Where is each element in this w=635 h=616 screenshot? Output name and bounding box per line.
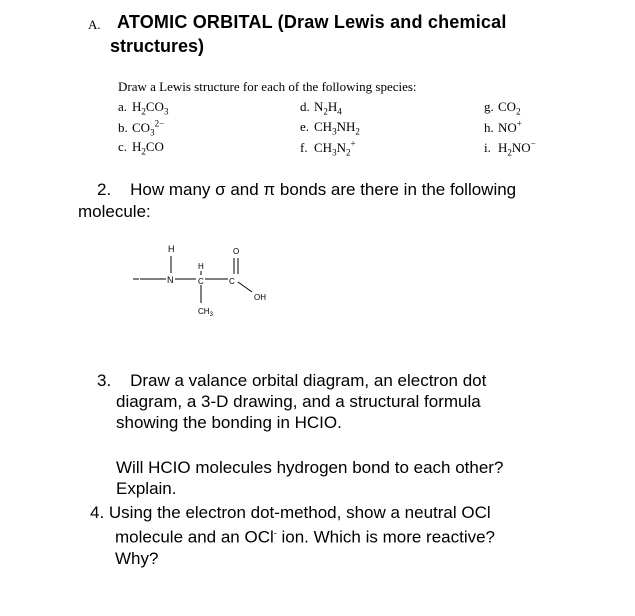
q3-line3: showing the bonding in HCIO. <box>116 413 342 432</box>
species-label: a. <box>118 99 128 114</box>
species-f <box>300 139 356 158</box>
q2-line2: molecule: <box>78 202 151 221</box>
molecule-diagram <box>130 240 290 330</box>
section-title-line2: structures) <box>110 36 205 56</box>
species-label: e. <box>300 119 310 134</box>
species-b <box>118 119 164 138</box>
atom-n: N <box>167 275 174 285</box>
species-g <box>484 99 521 117</box>
species-formula: $H_2CO_3$ <box>132 99 169 117</box>
species-label: h. <box>484 120 494 136</box>
section-title: ATOMIC ORBITAL (Draw Lewis and chemical <box>117 12 507 32</box>
q3-follow-line1: Will HCIO molecules hydrogen bond to each other? <box>116 458 504 477</box>
atom-ch3: $CH_3$ <box>198 307 213 318</box>
species-label: g. <box>484 99 494 114</box>
species-label: d. <box>300 99 310 114</box>
species-label: f. <box>300 140 308 156</box>
q2-line1 <box>97 180 516 200</box>
atom-c2: C <box>229 277 235 286</box>
species-formula: $CO_3^{2-}$ <box>132 119 165 138</box>
q2-number: 2. <box>97 180 112 199</box>
q4-line2: molecule and an OCl- ion. Which is more reactive? <box>115 527 496 547</box>
q2-text: How many σ and π bonds are there in the following <box>130 180 517 199</box>
bond-c-oh <box>238 282 252 292</box>
species-label: i. <box>484 140 491 156</box>
species-i <box>484 139 536 158</box>
atom-h-top: H <box>168 244 175 254</box>
species-formula: $CH_3NH_2$ <box>314 119 360 137</box>
section-letter: A. <box>88 17 101 32</box>
species-formula: $N_2H_4$ <box>314 99 342 117</box>
species-formula: $H_2NO^-$ <box>498 139 536 158</box>
q4-line3: Why? <box>115 548 159 568</box>
species-formula: $CH_3N_2^+$ <box>314 139 356 158</box>
q1-instruction: Draw a Lewis structure for each of the following species: <box>118 79 417 94</box>
species-a <box>118 99 168 117</box>
species-d <box>300 99 342 117</box>
q4-line1: 4. Using the electron dot-method, show a neutral OCl <box>90 503 491 522</box>
species-label: c. <box>118 139 128 154</box>
species-formula: NO+ <box>498 119 522 136</box>
species-label: b. <box>118 120 128 136</box>
q3-follow-line2: Explain. <box>116 479 177 498</box>
atom-o: O <box>233 247 240 256</box>
species-c <box>118 139 164 157</box>
q3-line2: diagram, a 3-D drawing, and a structural formula <box>116 392 481 411</box>
q3-followup <box>116 457 503 499</box>
q4-block <box>90 502 495 569</box>
species-formula: $CO_2$ <box>498 99 521 117</box>
species-formula: $H_2CO$ <box>132 139 164 157</box>
atom-h-c: H <box>198 262 204 271</box>
atom-oh: OH <box>254 293 266 302</box>
species-e <box>300 119 360 137</box>
atom-c1: C <box>198 277 204 286</box>
q3-block <box>97 370 486 433</box>
species-h <box>484 119 522 136</box>
q3-line1: 3. Draw a valance orbital diagram, an electron dot <box>97 371 487 390</box>
